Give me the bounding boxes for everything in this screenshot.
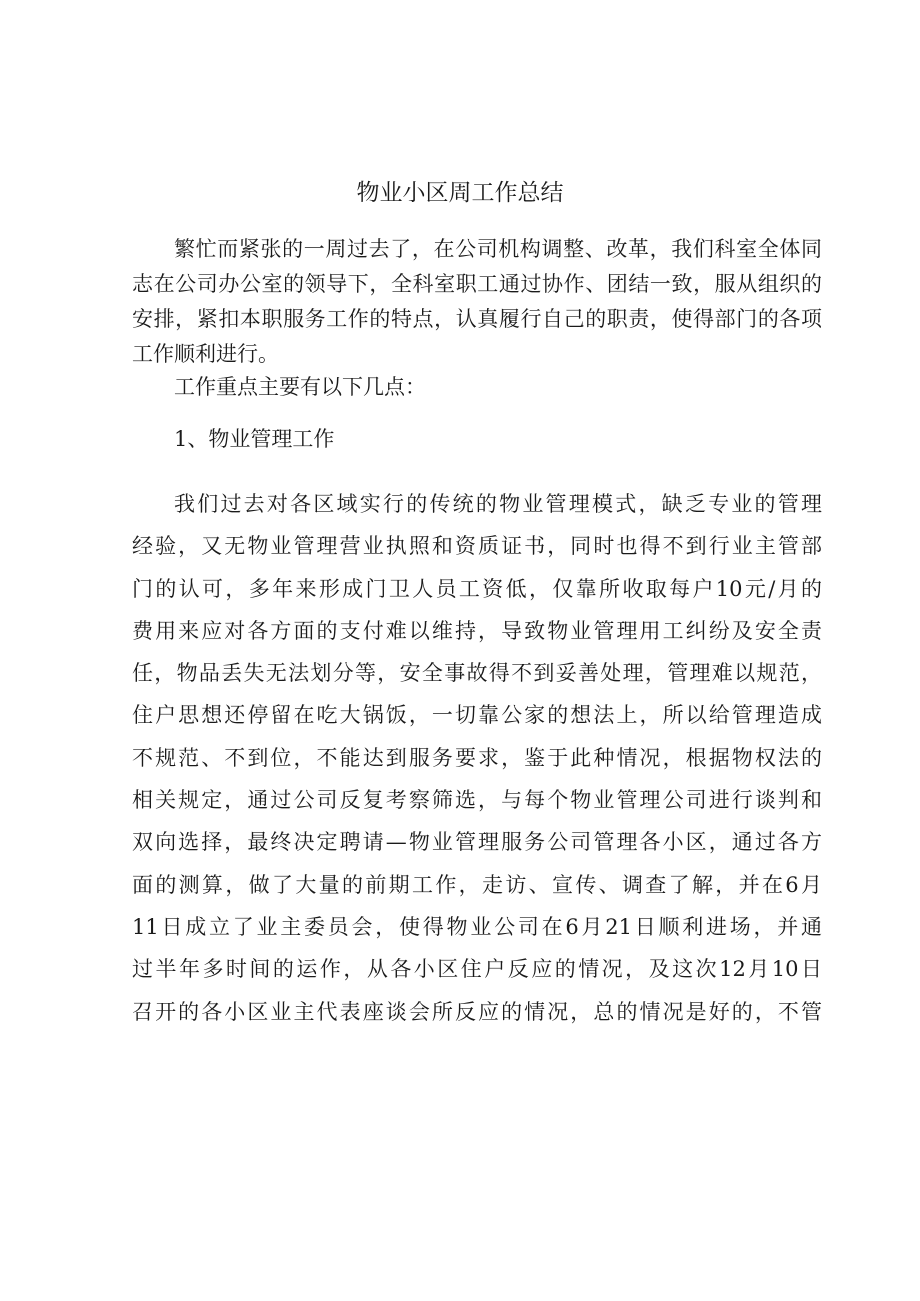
body-line: 费用来应对各方面的支付难以维持，导致物业管理用工纠纷及安全责 [132,618,822,643]
intro-paragraph: 繁忙而紧张的一周过去了，在公司机构调整、改革，我们科室全体同志在公司办公室的领导下，全科室职工通过协作、团结一致，服从组织的安排，紧扣本职服务工作的特点，认真履行自己的职责，使得部门的各项工作顺利进行。 [132,237,822,366]
body-line: 面的测算，做了大量的前期工作，走访、宣传、调查了解，并在6月 [132,872,822,897]
body-line: 我们过去对各区域实行的传统的物业管理模式，缺乏专业的管理 [174,492,822,516]
section-1-body [132,483,822,1033]
body-line: 经验，又无物业管理营业执照和资质证书，同时也得不到行业主管部 [132,534,822,559]
body-line: 住户思想还停留在吃大锅饭，一切靠公家的想法上，所以给管理造成 [132,703,822,728]
body-line: 任，物品丢失无法划分等，安全事故得不到妥善处理，管理难以规范， [132,661,822,686]
key-points-heading: 工作重点主要有以下几点： [174,375,426,399]
section-1-heading: 1、物业管理工作 [174,427,335,451]
body-line: 召开的各小区业主代表座谈会所反应的情况，总的情况是好的，不管 [132,999,822,1024]
body-line: 双向选择，最终决定聘请—物业管理服务公司管理各小区，通过各方 [132,830,822,855]
body-line: 门的认可，多年来形成门卫人员工资低，仅靠所收取每户10元/月的 [132,576,822,601]
body-line: 11日成立了业主委员会，使得物业公司在6月21日顺利进场，并通 [132,914,822,939]
body-line: 相关规定，通过公司反复考察筛选，与每个物业管理公司进行谈判和 [132,788,822,813]
body-line: 不规范、不到位，不能达到服务要求，鉴于此种情况，根据物权法的 [132,745,822,770]
document-title: 物业小区周工作总结 [356,180,564,206]
body-line: 过半年多时间的运作，从各小区住户反应的情况，及这次12月10日 [132,957,822,982]
